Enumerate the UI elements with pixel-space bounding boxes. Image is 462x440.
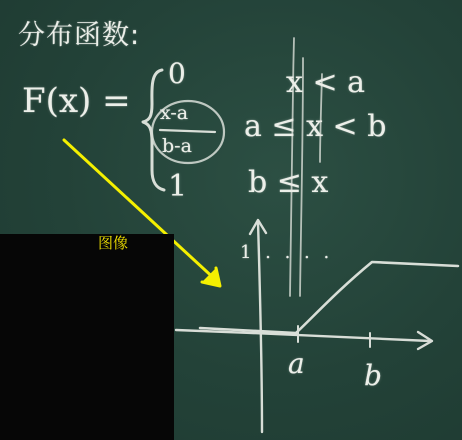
fraction-bar: [160, 130, 215, 132]
x-label-b: b: [364, 359, 382, 392]
fraction-denominator: b-a: [162, 135, 192, 157]
y-tick-label: 1 . . . .: [240, 242, 334, 263]
x-label-a: a: [288, 347, 305, 380]
condition-third: b ≤ x: [248, 165, 329, 200]
condition-second: a ≤ x < b: [244, 109, 387, 144]
board-title: 分布函数:: [18, 20, 141, 51]
piece-top-value: 0: [168, 57, 186, 90]
condition-first: x < a: [286, 65, 366, 100]
fraction-numerator: x-a: [160, 102, 189, 124]
overlay-caption: 图像: [98, 234, 129, 252]
function-lhs: F(x) =: [22, 81, 131, 121]
x-axis: [176, 330, 430, 341]
piece-bottom-value: 1: [168, 169, 188, 204]
cdf-curve: [200, 262, 458, 333]
black-overlay-panel: [0, 234, 174, 440]
strike-line-3: [320, 74, 322, 162]
